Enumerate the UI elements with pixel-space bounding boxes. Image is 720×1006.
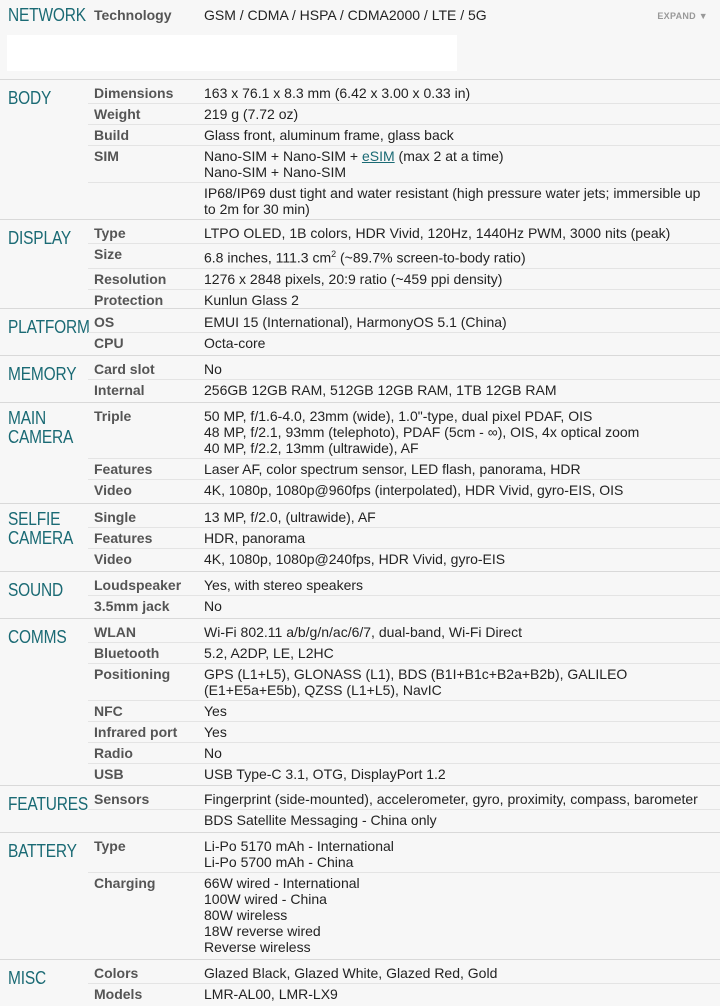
- positioning-label: Positioning: [94, 666, 171, 682]
- spec-row: [0, 742, 720, 763]
- spec-row: [0, 458, 720, 479]
- models-value: LMR-AL00, LMR-LX9: [204, 986, 338, 1002]
- charging-line-4: 18W reverse wired: [204, 923, 321, 939]
- comms-title: COMMS: [8, 627, 67, 647]
- size-pre: 6.8 inches, 111.3 cm: [204, 249, 332, 266]
- sim-line1-post: (max 2 at a time): [394, 148, 504, 164]
- protection-label: Protection: [94, 291, 164, 308]
- display-type-value: LTPO OLED, 1B colors, HDR Vivid, 120Hz, 1440Hz PWM, 3000 nits (peak): [204, 225, 671, 241]
- resolution-label: Resolution: [94, 270, 167, 287]
- features-section: [0, 785, 720, 832]
- spec-row: [0, 621, 720, 642]
- battery-type-line-2: Li-Po 5700 mAh - China: [204, 854, 354, 870]
- weight-value: 219 g (7.72 oz): [204, 106, 299, 122]
- protection-value: Kunlun Glass 2: [204, 291, 299, 308]
- selfie-video-label: Video: [94, 551, 132, 567]
- spec-row: [0, 983, 720, 1004]
- features-extra-label: [94, 809, 204, 830]
- internal-label: Internal: [94, 382, 145, 398]
- card-slot-label: Card slot: [94, 361, 155, 377]
- battery-type-value: [204, 835, 720, 872]
- charging-line-1: 66W wired - International: [204, 875, 360, 891]
- single-label: Single: [94, 509, 137, 525]
- sound-title: SOUND: [8, 580, 64, 600]
- selfie-camera-title: SELFIE CAMERA: [8, 509, 74, 548]
- sound-section: [0, 571, 720, 618]
- nfc-label: NFC: [94, 703, 123, 719]
- size-sup: 2: [331, 249, 337, 259]
- spec-row: [0, 103, 720, 124]
- misc-section: [0, 959, 720, 1006]
- spec-row: [0, 548, 720, 569]
- spec-row: [0, 124, 720, 145]
- esim-link[interactable]: eSIM: [361, 148, 395, 164]
- misc-title: MISC: [8, 968, 47, 988]
- spec-row: [0, 222, 720, 243]
- spec-row: [0, 788, 720, 809]
- dimensions-label: Dimensions: [94, 85, 174, 101]
- charging-line-5: Reverse wireless: [204, 939, 311, 955]
- battery-section: [0, 832, 720, 959]
- spec-row: [0, 358, 720, 379]
- main-camera-title: MAIN CAMERA: [8, 408, 74, 447]
- main-video-value: 4K, 1080p, 1080p@960fps (interpolated), HDR Vivid, gyro-EIS, OIS: [204, 482, 624, 498]
- charging-line-3: 80W wireless: [204, 907, 288, 923]
- battery-type-label: Type: [94, 838, 126, 854]
- spec-row: [0, 663, 720, 700]
- selfie-features-label: Features: [94, 530, 153, 546]
- sim-value: [204, 145, 720, 182]
- sim-line2: Nano-SIM + Nano-SIM: [204, 164, 346, 180]
- spec-row: [0, 0, 720, 25]
- selfie-camera-section: [0, 503, 720, 571]
- spec-row: [0, 268, 720, 289]
- ad-placeholder: [7, 35, 457, 71]
- spec-row: [0, 962, 720, 983]
- wlan-label: WLAN: [94, 624, 136, 640]
- sensors-value: Fingerprint (side-mounted), accelerometer, gyro, proximity, compass, barometer: [204, 791, 698, 807]
- card-slot-value: No: [204, 361, 222, 377]
- spec-row: [0, 479, 720, 500]
- spec-row: [0, 700, 720, 721]
- bluetooth-label: Bluetooth: [94, 645, 160, 661]
- selfie-video-value: 4K, 1080p, 1080p@240fps, HDR Vivid, gyro-EIS: [204, 551, 506, 567]
- ip-label: [94, 182, 204, 219]
- spec-row: [0, 379, 720, 400]
- loudspeaker-label: Loudspeaker: [94, 577, 182, 593]
- single-value: 13 MP, f/2.0, (ultrawide), AF: [204, 509, 376, 525]
- spec-row: [0, 527, 720, 548]
- dimensions-value: 163 x 76.1 x 8.3 mm (6.42 x 3.00 x 0.33 in): [204, 85, 471, 101]
- ip-rating-value: IP68/IP69 dust tight and water resistant (high pressure water jets; immersible up to 2m for 30 min): [204, 185, 701, 217]
- weight-label: Weight: [94, 106, 141, 122]
- os-value: EMUI 15 (International), HarmonyOS 5.1 (China): [204, 314, 507, 330]
- cpu-value: Octa-core: [204, 335, 266, 351]
- spec-row: [0, 182, 720, 219]
- display-section: [0, 219, 720, 308]
- radio-label: Radio: [94, 745, 133, 761]
- charging-value: [204, 872, 720, 957]
- loudspeaker-value: Yes, with stereo speakers: [204, 577, 364, 593]
- satellite-messaging-value: BDS Satellite Messaging - China only: [204, 812, 437, 828]
- spec-row: [0, 721, 720, 742]
- bluetooth-value: 5.2, A2DP, LE, L2HC: [204, 645, 334, 661]
- jack-value: No: [204, 598, 222, 614]
- radio-value: No: [204, 745, 222, 761]
- build-value: Glass front, aluminum frame, glass back: [204, 127, 454, 143]
- spec-row: [0, 835, 720, 872]
- technology-value: GSM / CDMA / HSPA / CDMA2000 / LTE / 5G: [204, 7, 487, 23]
- triple-line-1: 50 MP, f/1.6-4.0, 23mm (wide), 1.0"-type, dual pixel PDAF, OIS: [204, 408, 593, 424]
- spec-row: [0, 405, 720, 458]
- triple-line-3: 40 MP, f/2.2, 13mm (ultrawide), AF: [204, 440, 419, 456]
- cpu-label: CPU: [94, 335, 124, 351]
- spec-row: [0, 574, 720, 595]
- triple-value: [204, 405, 720, 458]
- sensors-label: Sensors: [94, 791, 150, 807]
- charging-line-2: 100W wired - China: [204, 891, 327, 907]
- platform-title: PLATFORM: [8, 317, 90, 337]
- internal-value: 256GB 12GB RAM, 512GB 12GB RAM, 1TB 12GB RAM: [204, 382, 557, 398]
- display-type-label: Type: [94, 225, 126, 241]
- battery-type-line-1: Li-Po 5170 mAh - International: [204, 838, 394, 854]
- triple-label: Triple: [94, 408, 132, 424]
- main-features-label: Features: [94, 461, 153, 477]
- features-title: FEATURES: [8, 794, 89, 814]
- build-label: Build: [94, 127, 129, 143]
- display-size-value: [204, 243, 720, 268]
- spec-row: [0, 763, 720, 784]
- resolution-value: 1276 x 2848 pixels, 20:9 ratio (~459 ppi density): [204, 270, 503, 287]
- selfie-features-value: HDR, panorama: [204, 530, 306, 546]
- main-video-label: Video: [94, 482, 132, 498]
- main-features-value: Laser AF, color spectrum sensor, LED flash, panorama, HDR: [204, 461, 581, 477]
- comms-section: [0, 618, 720, 785]
- positioning-value: GPS (L1+L5), GLONASS (L1), BDS (B1I+B1c+B2a+B2b), GALILEO (E1+E5a+E5b), QZSS (L1+L5), NavIC: [204, 666, 628, 698]
- sim-label: SIM: [94, 148, 119, 164]
- body-title: BODY: [8, 88, 52, 108]
- expand-button[interactable]: EXPAND ▼: [657, 11, 708, 21]
- spec-row: [0, 289, 720, 310]
- infrared-value: Yes: [204, 724, 227, 740]
- network-title: NETWORK: [8, 5, 86, 25]
- spec-row: [0, 506, 720, 527]
- wlan-value: Wi-Fi 802.11 a/b/g/n/ac/6/7, dual-band, Wi-Fi Direct: [204, 624, 522, 640]
- spec-row: [0, 332, 720, 353]
- network-section: [0, 0, 720, 79]
- display-size-label: Size: [94, 246, 123, 262]
- spec-row: [0, 809, 720, 830]
- nfc-value: Yes: [204, 703, 227, 719]
- memory-section: [0, 355, 720, 402]
- os-label: OS: [94, 314, 115, 330]
- usb-label: USB: [94, 766, 124, 782]
- infrared-label: Infrared port: [94, 724, 178, 740]
- spec-row: [0, 145, 720, 182]
- sim-line1-pre: Nano-SIM + Nano-SIM +: [204, 148, 362, 164]
- battery-title: BATTERY: [8, 841, 77, 861]
- memory-title: MEMORY: [8, 364, 77, 384]
- usb-value: USB Type-C 3.1, OTG, DisplayPort 1.2: [204, 766, 446, 782]
- spec-row: [0, 595, 720, 616]
- models-label: Models: [94, 986, 143, 1002]
- spec-row: [0, 311, 720, 332]
- platform-section: [0, 308, 720, 355]
- spec-row: [0, 642, 720, 663]
- display-title: DISPLAY: [8, 228, 72, 248]
- jack-label: 3.5mm jack: [94, 598, 170, 614]
- spec-row: [0, 82, 720, 103]
- body-section: [0, 79, 720, 219]
- colors-label: Colors: [94, 965, 139, 981]
- charging-label: Charging: [94, 875, 156, 891]
- triple-line-2: 48 MP, f/2.1, 93mm (telephoto), PDAF (5cm - ∞), OIS, 4x optical zoom: [204, 424, 640, 440]
- technology-label: Technology: [94, 7, 172, 23]
- size-post: (~89.7% screen-to-body ratio): [336, 249, 526, 266]
- main-camera-section: [0, 402, 720, 503]
- spec-row: [0, 243, 720, 268]
- spec-row: [0, 872, 720, 957]
- colors-value: Glazed Black, Glazed White, Glazed Red, Gold: [204, 965, 498, 981]
